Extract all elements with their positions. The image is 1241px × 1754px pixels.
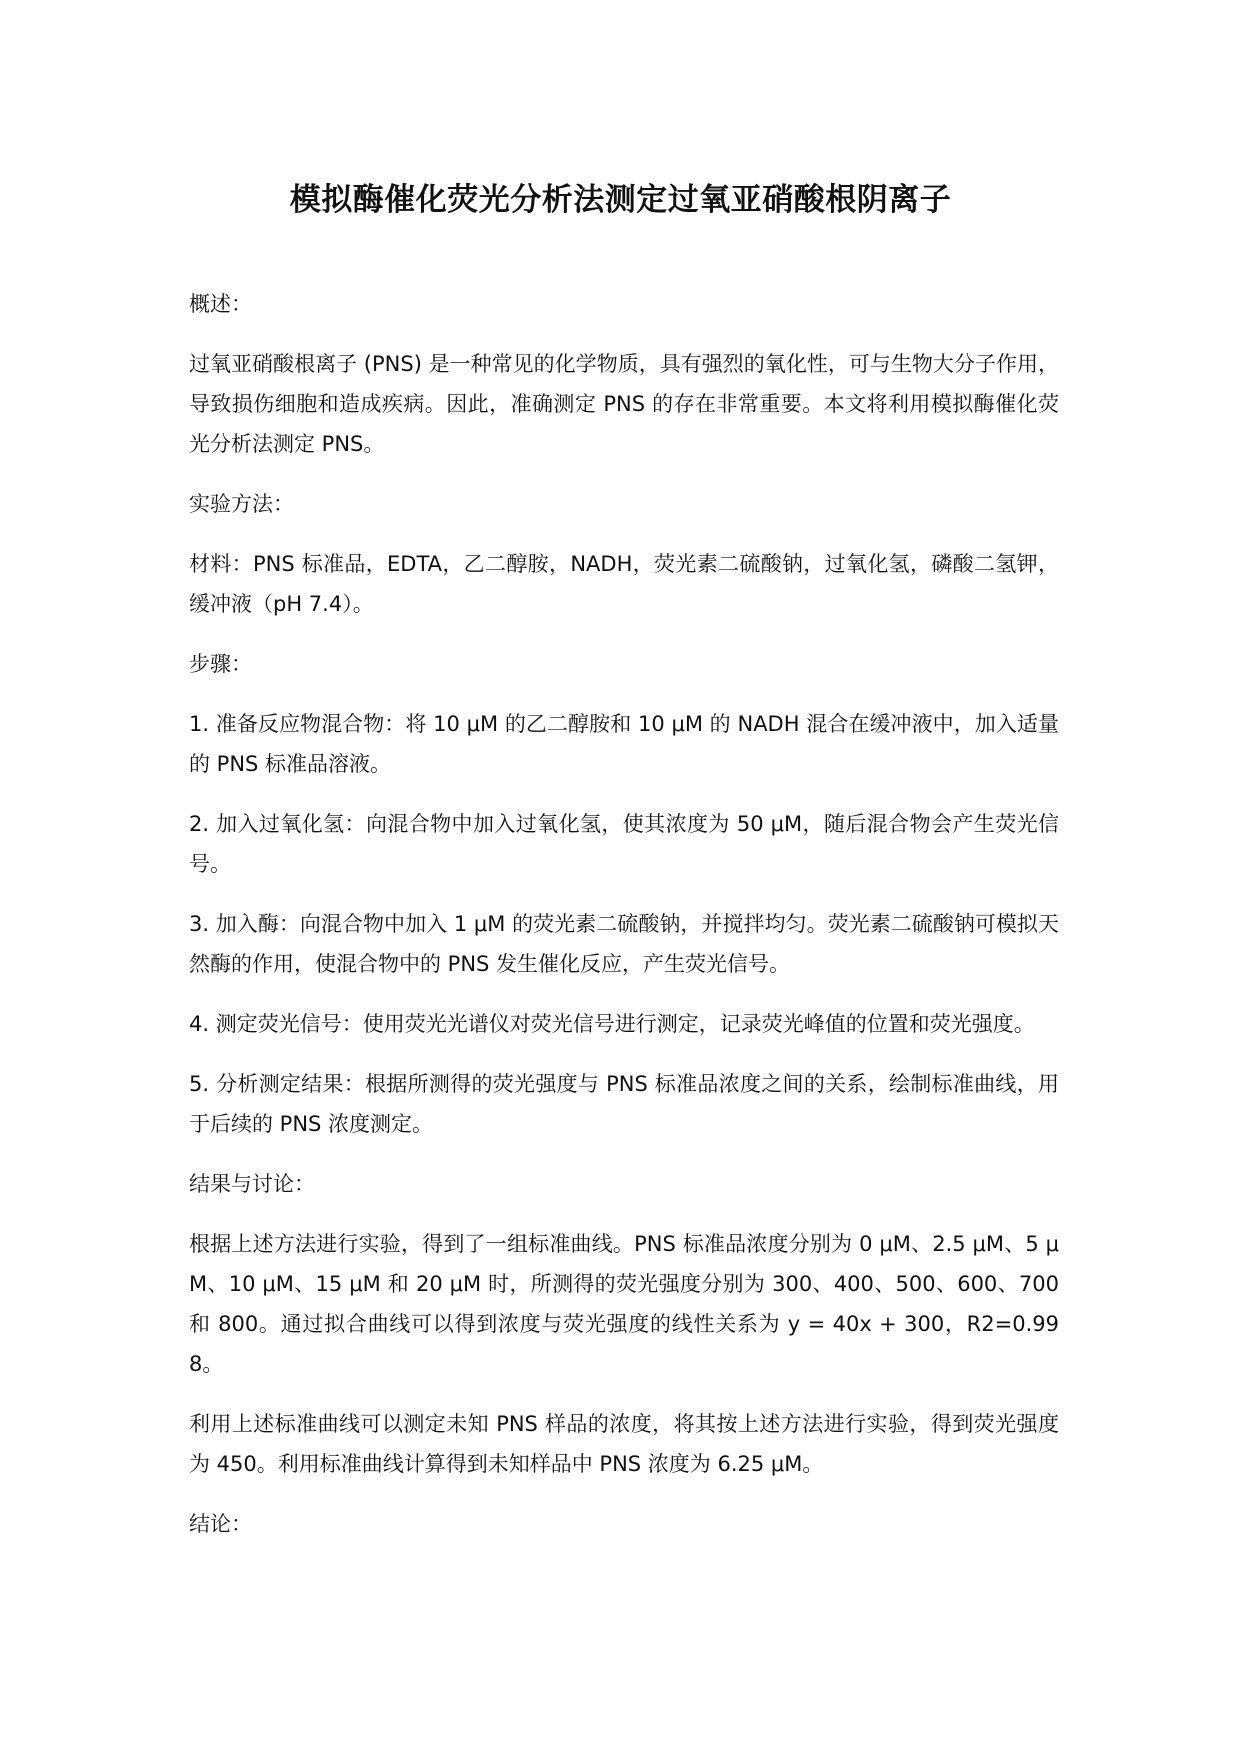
section-heading-steps: 步骤： — [189, 652, 252, 676]
unknown-sample-paragraph: 利用上述标准曲线可以测定未知 PNS 样品的浓度，将其按上述方法进行实验，得到荧光强度为 450。利用标准曲线计算得到未知样品中 PNS 浓度为 6.25 μM。 — [189, 1412, 1059, 1476]
step-5: 5. 分析测定结果：根据所测得的荧光强度与 PNS 标准品浓度之间的关系，绘制标准曲线，用于后续的 PNS 浓度测定。 — [189, 1072, 1059, 1136]
step-4: 4. 测定荧光信号：使用荧光光谱仪对荧光信号进行测定，记录荧光峰值的位置和荧光强度。 — [189, 1012, 1035, 1036]
section-heading-conclusion: 结论： — [189, 1512, 252, 1536]
step-3: 3. 加入酶：向混合物中加入 1 μM 的荧光素二硫酸钠，并搅拌均匀。荧光素二硫酸钠可模拟天然酶的作用，使混合物中的 PNS 发生催化反应，产生荧光信号。 — [189, 912, 1059, 976]
document-body — [189, 284, 1059, 1564]
section-heading-method: 实验方法： — [189, 492, 294, 516]
document-title: 模拟酶催化荧光分析法测定过氧亚硝酸根阴离子 — [289, 182, 952, 218]
step-1: 1. 准备反应物混合物：将 10 μM 的乙二醇胺和 10 μM 的 NADH 混合在缓冲液中，加入适量的 PNS 标准品溶液。 — [189, 712, 1059, 776]
step-2: 2. 加入过氧化氢：向混合物中加入过氧化氢，使其浓度为 50 μM，随后混合物会产生荧光信号。 — [189, 812, 1059, 876]
section-heading-results: 结果与讨论： — [189, 1172, 315, 1196]
overview-paragraph: 过氧亚硝酸根离子 (PNS) 是一种常见的化学物质，具有强烈的氧化性，可与生物大分子作用，导致损伤细胞和造成疾病。因此，准确测定 PNS 的存在非常重要。本文将利用模拟酶催化荧光分析法测定 PNS。 — [189, 352, 1059, 456]
results-paragraph: 根据上述方法进行实验，得到了一组标准曲线。PNS 标准品浓度分别为 0 μM、2.5 μM、5 μM、10 μM、15 μM 和 20 μM 时，所测得的荧光强度分别为 300、400、500、600、700 和 800。通过拟合曲线可以得到浓度与荧光强度的线性关系为 y = 40x + 300，R2=0.998。 — [189, 1232, 1059, 1376]
materials-paragraph: 材料：PNS 标准品，EDTA，乙二醇胺，NADH，荧光素二硫酸钠，过氧化氢，磷酸二氢钾，缓冲液（pH 7.4）。 — [189, 552, 1059, 616]
section-heading-overview: 概述： — [189, 292, 252, 316]
